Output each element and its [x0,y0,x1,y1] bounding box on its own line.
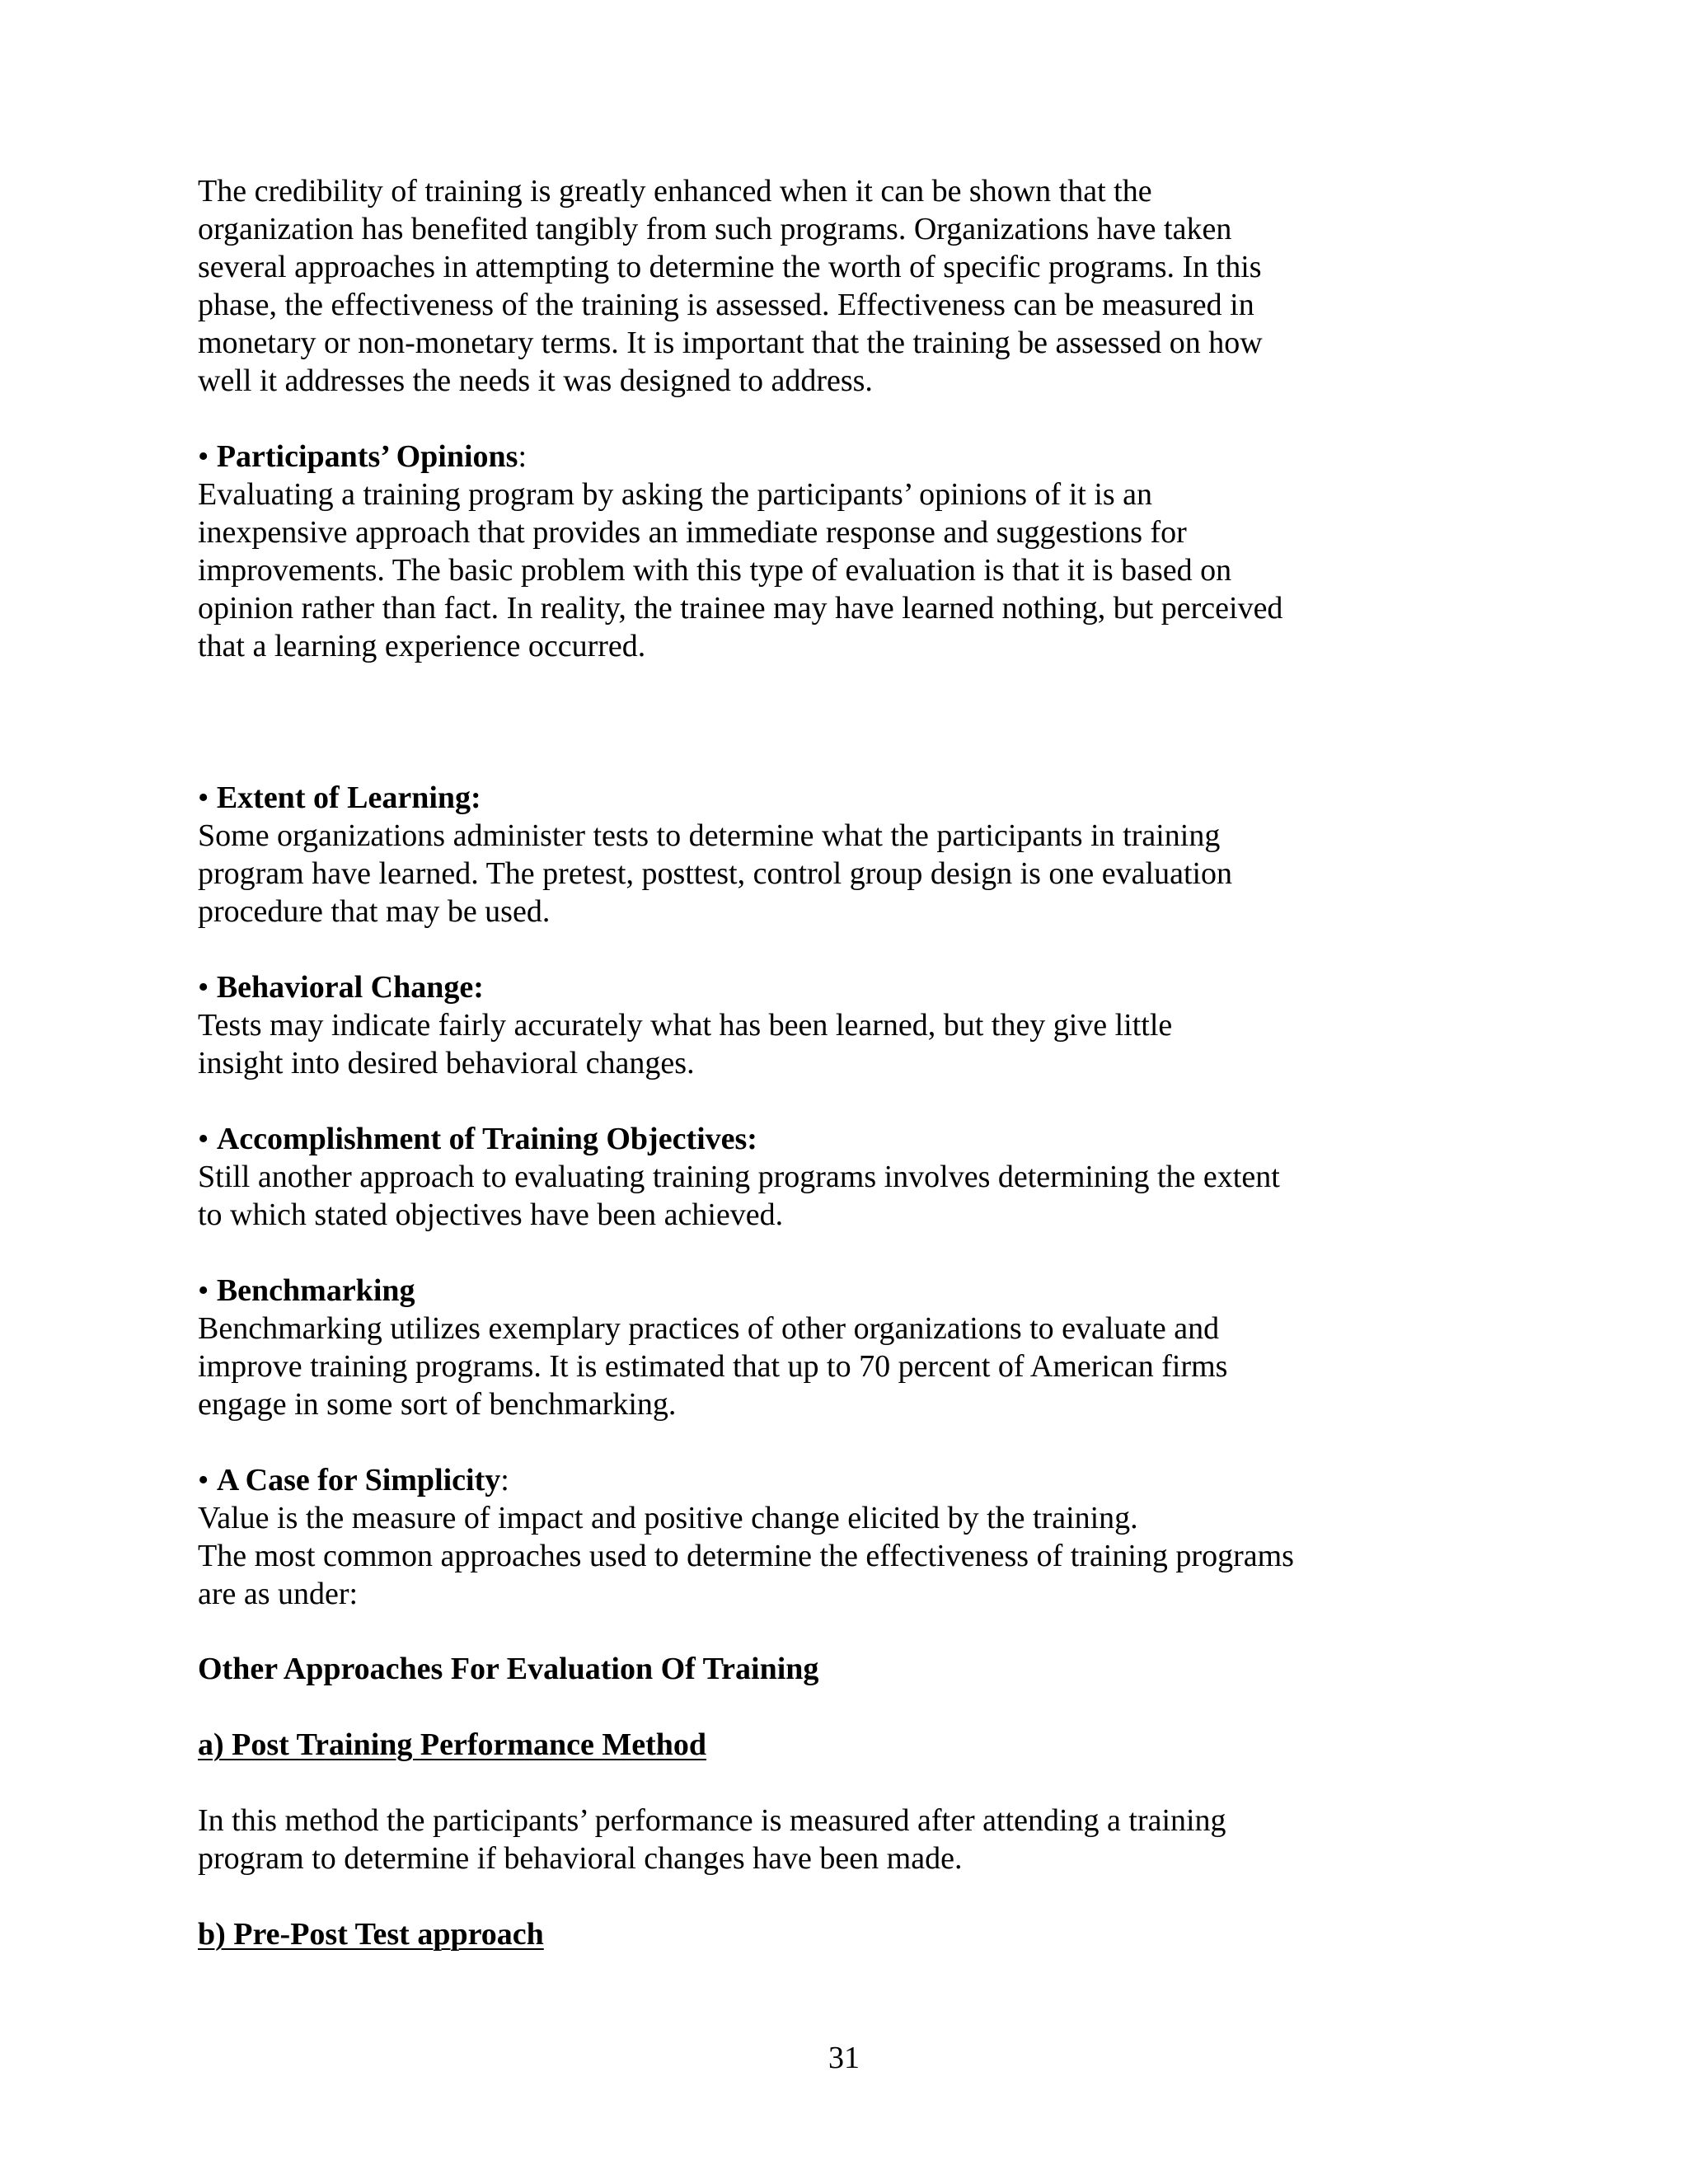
body-line: improve training programs. It is estimated that up to 70 percent of American firms [198,1349,1228,1384]
body-line: that a learning experience occurred. [198,629,646,663]
body-line: Still another approach to evaluating training programs involves determining the extent [198,1160,1280,1194]
heading-text: A Case for Simplicity [216,1463,501,1497]
body-line: opinion rather than fact. In reality, the trainee may have learned nothing, but perceived [198,591,1283,626]
heading-suffix: : [518,439,527,474]
section-heading [198,779,481,817]
body-line: Some organizations administer tests to determine what the participants in training [198,818,1221,853]
intro-line: monetary or non-monetary terms. It is important that the training be assessed on how [198,326,1263,360]
body-line: program have learned. The pretest, posttest, control group design is one evaluation [198,856,1233,891]
heading-text: Participants’ Opinions [216,439,518,474]
heading-suffix: : [500,1463,509,1497]
intro-line: phase, the effectiveness of the training is assessed. Effectiveness can be measured in [198,288,1254,322]
intro-line: organization has benefited tangibly from such programs. Organizations have taken [198,212,1232,246]
intro-line: several approaches in attempting to determine the worth of specific programs. In this [198,250,1262,284]
body-line: Value is the measure of impact and positive change elicited by the training. [198,1501,1138,1535]
body-line: engage in some sort of benchmarking. [198,1387,677,1422]
section-heading [198,1272,415,1310]
bullet: • [198,1122,217,1156]
section-heading [198,1461,509,1499]
bullet: • [198,1463,217,1497]
intro-line: The credibility of training is greatly enhanced when it can be shown that the [198,174,1152,209]
heading-text: Behavioral Change: [216,970,484,1005]
section-heading [198,968,484,1006]
body-line: Evaluating a training program by asking the participants’ opinions of it is an [198,477,1153,512]
bullet: • [198,1273,217,1308]
heading-text: Extent of Learning: [216,780,481,815]
pre-post-heading: b) Pre-Post Test approach [198,1917,544,1952]
body-line: to which stated objectives have been achieved. [198,1197,784,1232]
body-line: program to determine if behavioral changes have been made. [198,1841,963,1876]
bullet: • [198,970,217,1005]
post-training-heading: a) Post Training Performance Method [198,1727,707,1762]
section-heading [198,438,527,476]
bullet: • [198,439,217,474]
intro-line: well it addresses the needs it was designed to address. [198,363,873,398]
body-line: insight into desired behavioral changes. [198,1046,695,1080]
body-line: inexpensive approach that provides an immediate response and suggestions for [198,515,1187,550]
section-heading [198,1120,757,1158]
body-line: The most common approaches used to determine the effectiveness of training programs [198,1539,1294,1573]
heading-text: Benchmarking [216,1273,415,1308]
other-approaches-heading: Other Approaches For Evaluation Of Training [198,1652,819,1686]
body-line: In this method the participants’ performance is measured after attending a training [198,1803,1226,1838]
heading-text: Accomplishment of Training Objectives: [216,1122,757,1156]
body-line: procedure that may be used. [198,894,551,929]
body-line: are as under: [198,1577,359,1611]
body-line: Benchmarking utilizes exemplary practices of other organizations to evaluate and [198,1311,1220,1346]
page-number: 31 [828,2041,860,2075]
body-line: Tests may indicate fairly accurately what has been learned, but they give little [198,1008,1173,1043]
bullet: • [198,780,217,815]
body-line: improvements. The basic problem with this type of evaluation is that it is based on [198,553,1232,588]
